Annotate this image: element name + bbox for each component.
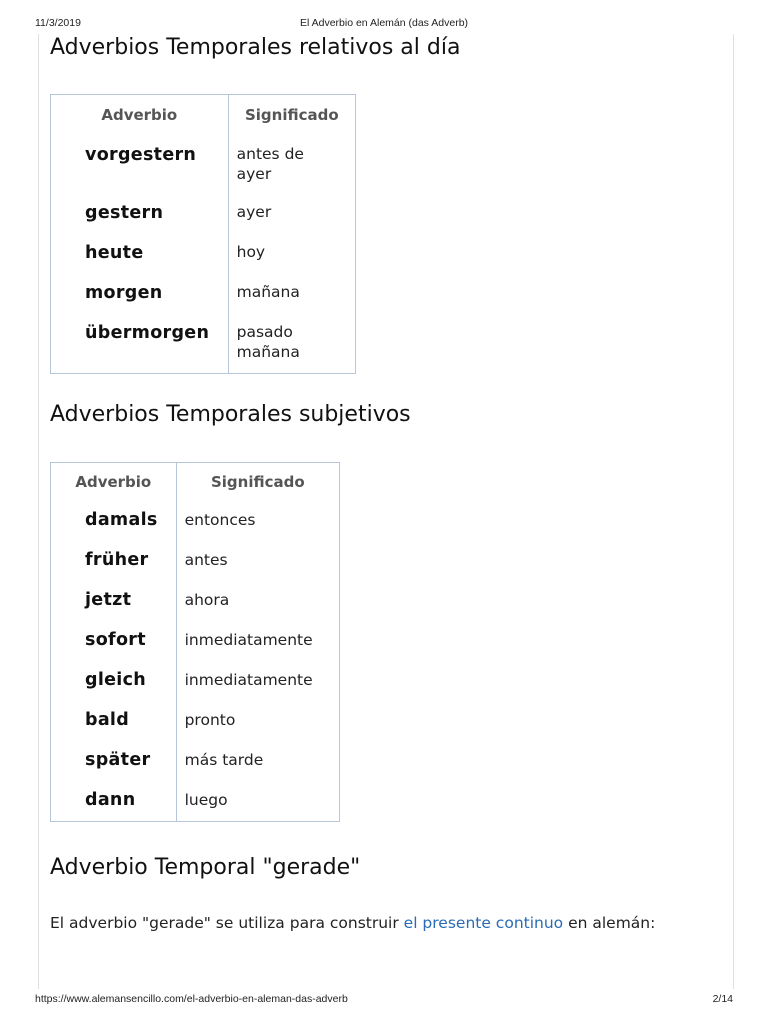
meaning-line: ayer — [236, 165, 272, 183]
adverb-cell: heute — [85, 243, 144, 263]
meaning-line: pasado — [236, 323, 293, 341]
adverb-cell: damals — [85, 510, 158, 530]
adverb-cell: bald — [85, 710, 130, 730]
print-title: El Adverbio en Alemán (das Adverb) — [299, 17, 469, 29]
table-row — [51, 701, 340, 741]
adverb-cell: gleich — [85, 670, 147, 690]
print-url: https://www.alemansencillo.com/el-adverbio-en-aleman-das-adverb — [35, 993, 348, 1005]
meaning-cell: inmediatamente — [176, 661, 339, 701]
adverb-cell: später — [85, 750, 151, 770]
meaning-cell — [228, 135, 355, 193]
table-row — [51, 501, 340, 541]
meaning-cell: antes — [176, 541, 339, 581]
print-header — [0, 17, 768, 31]
meaning-cell: mañana — [228, 273, 355, 313]
paragraph-text: El adverbio "gerade" se utiliza para construir — [50, 914, 404, 932]
table-row — [51, 313, 356, 373]
table-row — [51, 781, 340, 822]
table-row — [51, 581, 340, 621]
adverb-cell: übermorgen — [85, 323, 210, 343]
table-row — [51, 233, 356, 273]
column-header-adverb: Adverbio — [75, 473, 152, 491]
page-border-left — [38, 34, 39, 989]
section-heading-gerade: Adverbio Temporal "gerade" — [50, 855, 361, 880]
page-number: 2/14 — [712, 993, 733, 1005]
table-header-row — [51, 463, 340, 502]
table-daily-adverbs — [50, 94, 356, 374]
meaning-cell: hoy — [228, 233, 355, 273]
meaning-cell — [228, 313, 355, 373]
print-date: 11/3/2019 — [35, 17, 81, 29]
table-row — [51, 193, 356, 233]
table-row — [51, 741, 340, 781]
adverb-cell: gestern — [85, 203, 164, 223]
meaning-cell: entonces — [176, 501, 339, 541]
meaning-cell: más tarde — [176, 741, 339, 781]
table-row — [51, 135, 356, 193]
adverb-cell: früher — [85, 550, 149, 570]
meaning-line: mañana — [236, 343, 300, 361]
meaning-cell: inmediatamente — [176, 621, 339, 661]
meaning-cell: pronto — [176, 701, 339, 741]
adverb-cell: sofort — [85, 630, 146, 650]
column-header-meaning: Significado — [176, 463, 339, 502]
adverb-cell: vorgestern — [85, 145, 197, 165]
table-row — [51, 541, 340, 581]
paragraph-text: en alemán: — [563, 914, 656, 932]
column-header-adverb: Adverbio — [101, 106, 178, 124]
print-footer — [0, 993, 768, 1007]
gerade-paragraph — [50, 913, 690, 934]
present-continuous-link[interactable]: el presente continuo — [403, 914, 564, 932]
table-row — [51, 273, 356, 313]
section-heading-daily: Adverbios Temporales relativos al día — [50, 35, 461, 60]
table-row — [51, 661, 340, 701]
column-header-meaning: Significado — [228, 95, 355, 136]
table-header-row — [51, 95, 356, 136]
adverb-cell: morgen — [85, 283, 163, 303]
adverb-cell: dann — [85, 790, 136, 810]
table-subjective-adverbs — [50, 462, 340, 822]
page-border-right — [733, 34, 734, 989]
table-row — [51, 621, 340, 661]
adverb-cell: jetzt — [85, 590, 132, 610]
meaning-cell: ahora — [176, 581, 339, 621]
meaning-line: antes de — [236, 145, 304, 163]
section-heading-subjective: Adverbios Temporales subjetivos — [50, 402, 411, 427]
meaning-cell: luego — [176, 781, 339, 822]
meaning-cell: ayer — [228, 193, 355, 233]
